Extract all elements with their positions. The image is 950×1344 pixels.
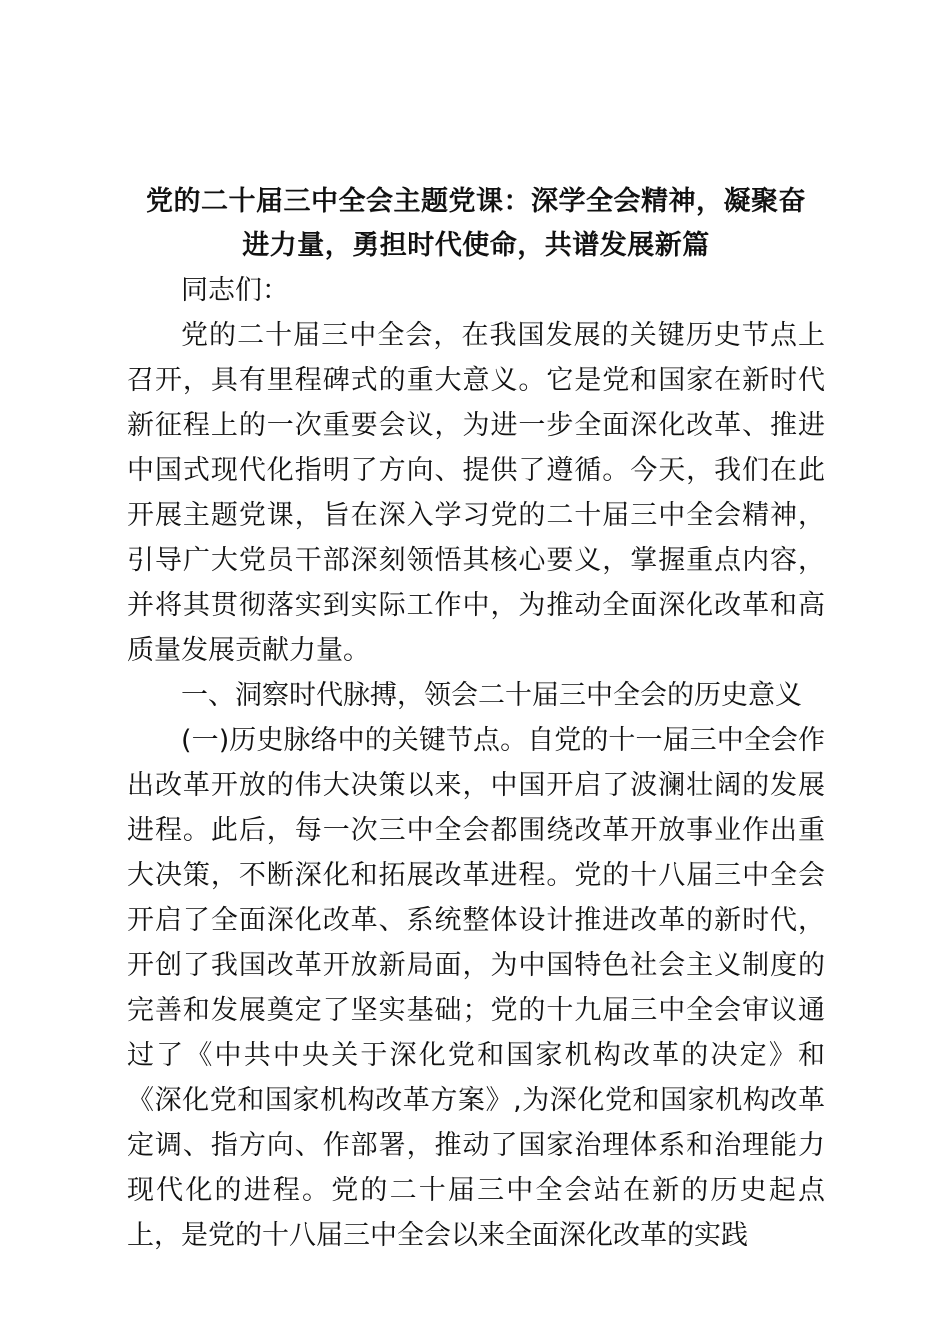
title-line-2: 进力量，勇担时代使命，共谱发展新篇	[242, 230, 710, 261]
document-title	[127, 180, 825, 268]
salutation: 同志们：	[181, 275, 289, 306]
title-line-1: 党的二十届三中全会主题党课：深学全会精神，凝聚奋	[146, 186, 806, 217]
document-body	[127, 180, 825, 1258]
paragraph-section-1-1: (一)历史脉络中的关键节点。自党的十一届三中全会作出改革开放的伟大决策以来，中国开启了波澜壮阔的发展进程。此后，每一次三中全会都围绕改革开放事业作出重大决策，不断深化和拓展改革进程。党的十八届三中全会开启了全面深化改革、系统整体设计推进改革的新时代，开创了我国改革开放新局面，为中国特色社会主义制度的完善和发展奠定了坚实基础；党的十九届三中全会审议通过了《中共中央关于深化党和国家机构改革的决定》和《深化党和国家机构改革方案》,为深化党和国家机构改革定调、指方向、作部署，推动了国家治理体系和治理能力现代化的进程。党的二十届三中全会站在新的历史起点上，是党的十八届三中全会以来全面深化改革的实践	[127, 725, 825, 1251]
paragraph-intro: 党的二十届三中全会，在我国发展的关键历史节点上召开，具有里程碑式的重大意义。它是党和国家在新时代新征程上的一次重要会议，为进一步全面深化改革、推进中国式现代化指明了方向、提供了遵循。今天，我们在此开展主题党课，旨在深入学习党的二十届三中全会精神，引导广大党员干部深刻领悟其核心要义，掌握重点内容，并将其贯彻落实到实际工作中，为推动全面深化改革和高质量发展贡献力量。	[127, 320, 825, 666]
section-heading-1: 一、洞察时代脉搏，领会二十届三中全会的历史意义	[181, 680, 802, 711]
